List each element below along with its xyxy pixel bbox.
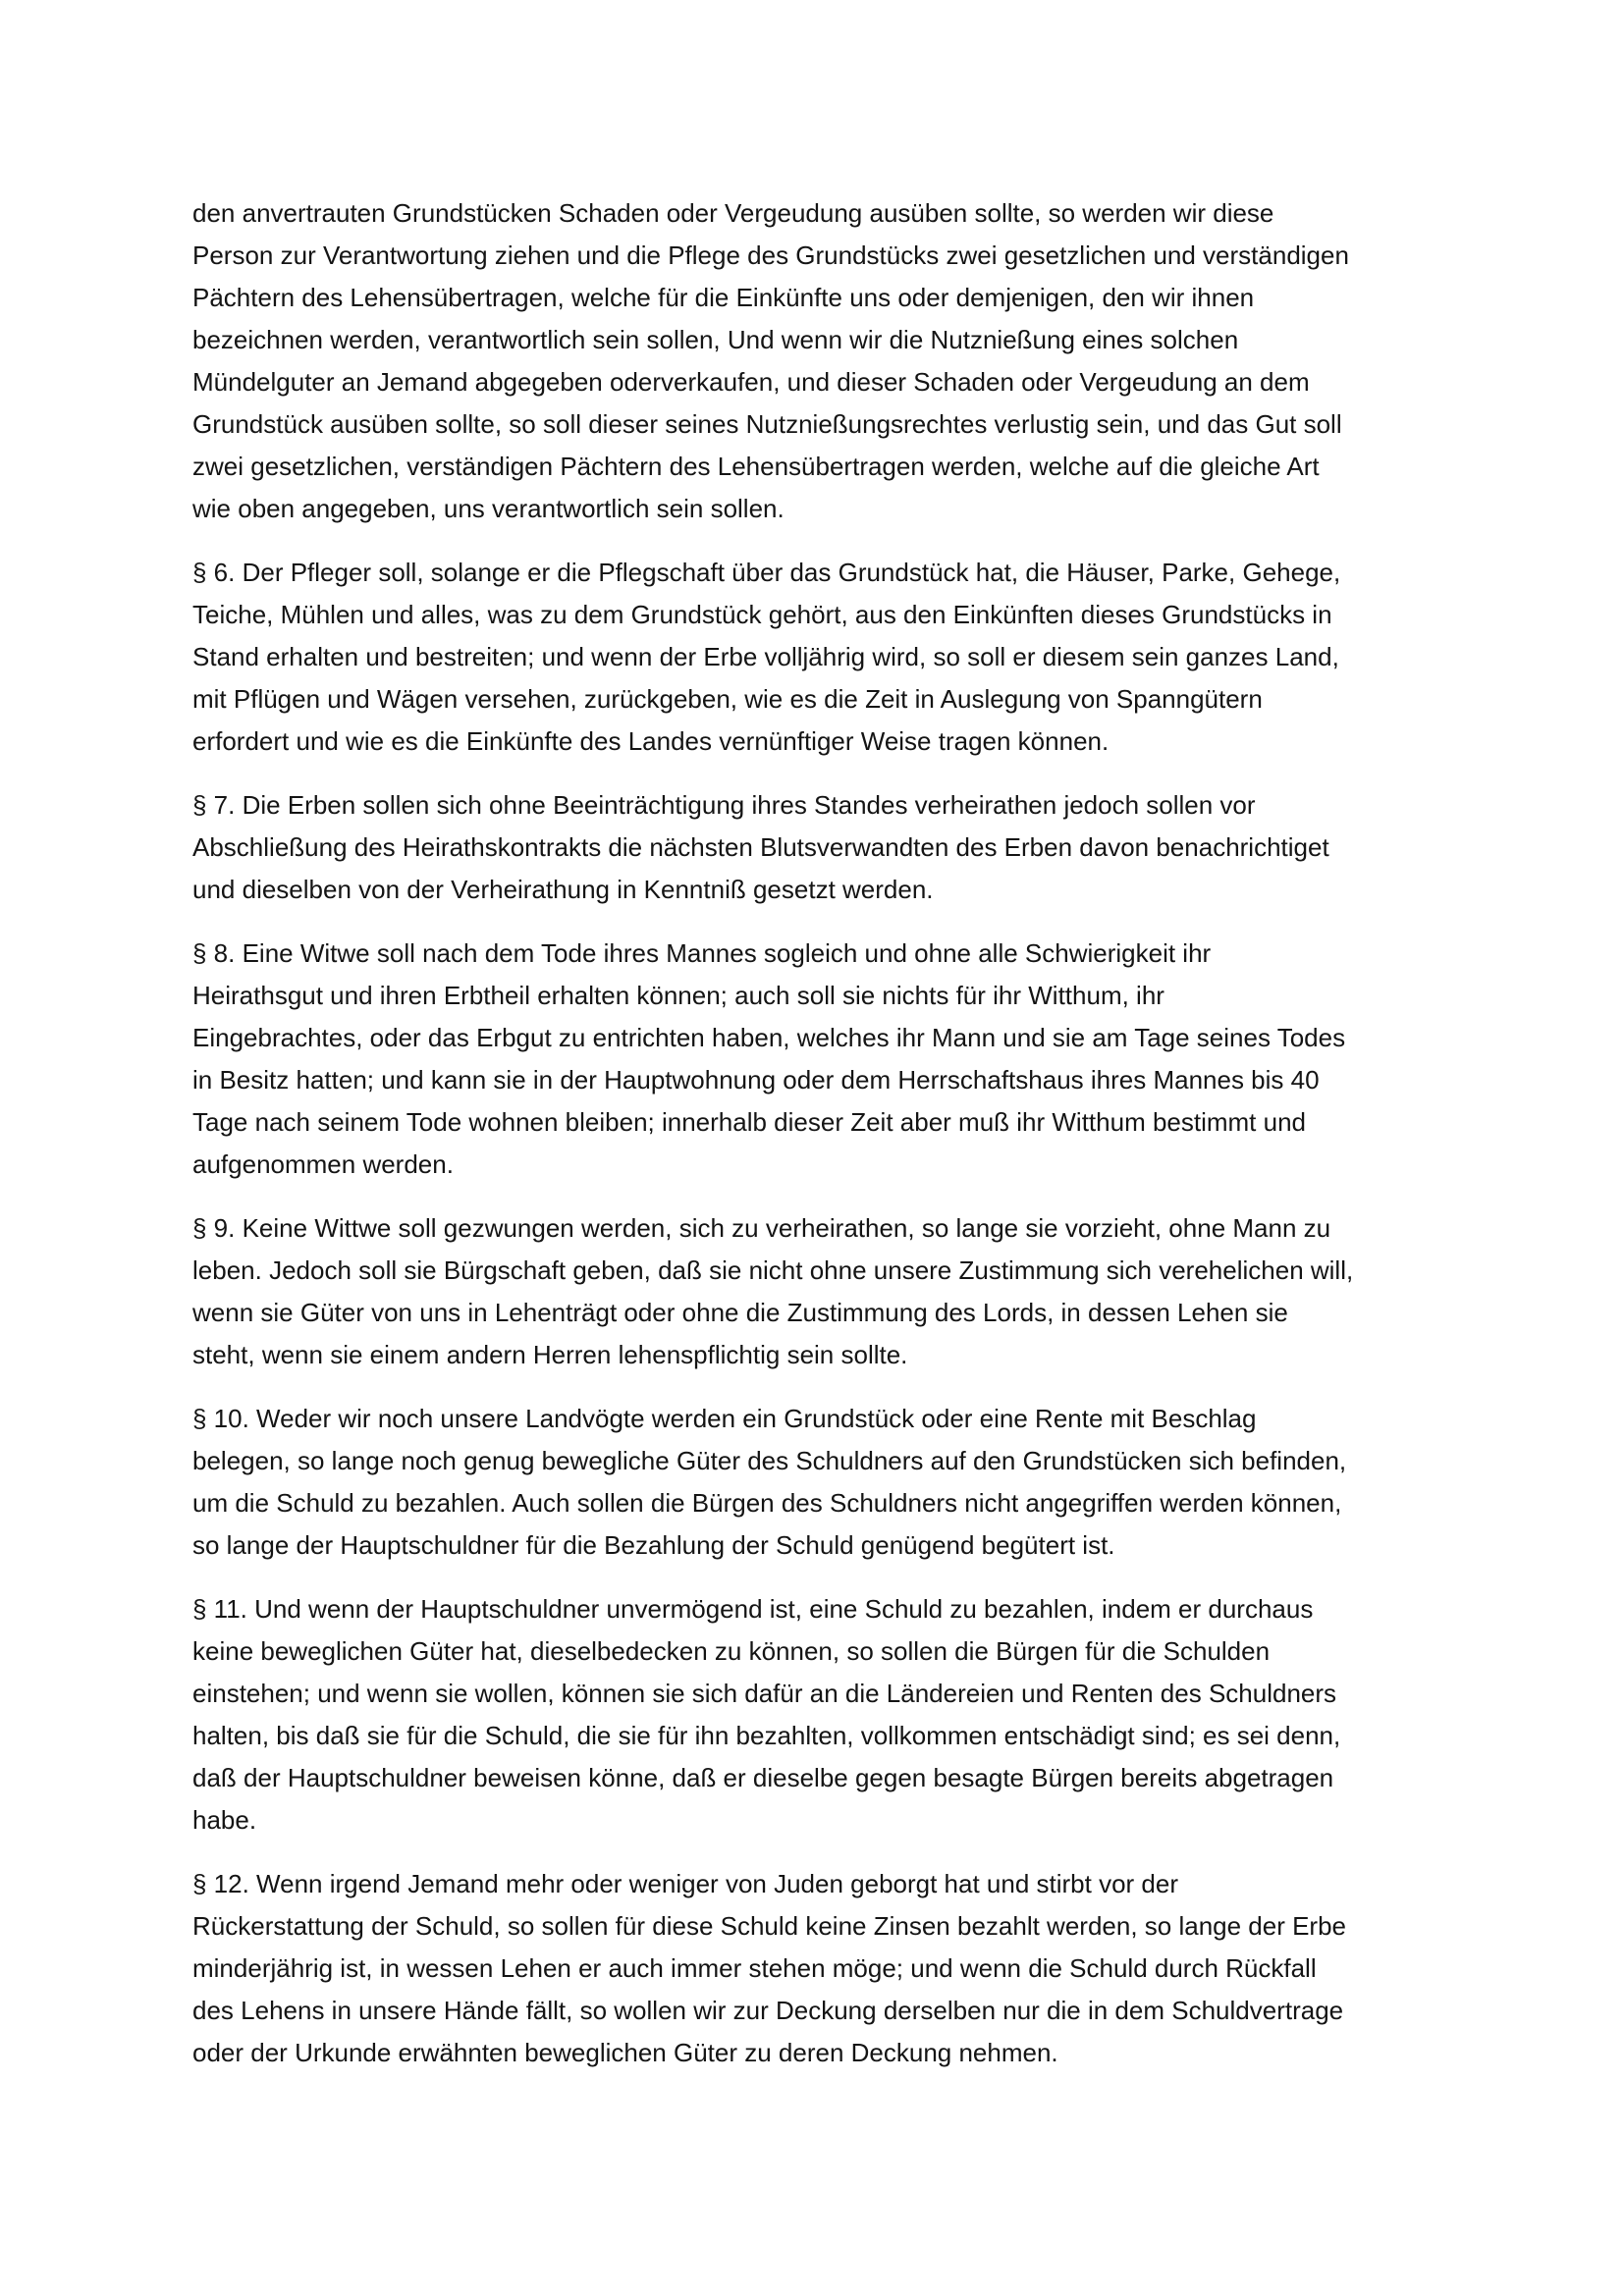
text-line: Person zur Verantwortung ziehen und die Pflege des Grundstücks zwei gesetzlichen und verständigen (192, 240, 1349, 270)
text-line: Tage nach seinem Tode wohnen bleiben; innerhalb dieser Zeit aber muß ihr Witthum bestimmt und (192, 1107, 1307, 1137)
paragraph-continuation (192, 192, 1459, 530)
text-line: § 6. Der Pfleger soll, solange er die Pflegschaft über das Grundstück hat, die Häuser, Parke, Gehege, (192, 558, 1341, 587)
text-line: Abschließung des Heirathskontrakts die nächsten Blutsverwandten des Erben davon benachrichtiget (192, 832, 1329, 862)
text-line: bezeichnen werden, verantwortlich sein sollen, Und wenn wir die Nutznießung eines solchen (192, 325, 1239, 354)
text-line: steht, wenn sie einem andern Herren lehenspflichtig sein sollte. (192, 1340, 908, 1369)
text-line: Rückerstattung der Schuld, so sollen für diese Schuld keine Zinsen bezahlt werden, so lange der Erbe (192, 1911, 1347, 1941)
text-line: in Besitz hatten; und kann sie in der Hauptwohnung oder dem Herrschaftshaus ihres Mannes bis 40 (192, 1065, 1320, 1095)
text-line: Pächtern des Lehensübertragen, welche für die Einkünfte uns oder demjenigen, den wir ihnen (192, 283, 1255, 312)
text-line: oder der Urkunde erwähnten beweglichen Güter zu deren Deckung nehmen. (192, 2038, 1058, 2067)
text-line: § 7. Die Erben sollen sich ohne Beeinträchtigung ihres Standes verheirathen jedoch sollen vor (192, 790, 1256, 820)
text-line: § 9. Keine Wittwe soll gezwungen werden, sich zu verheirathen, so lange sie vorzieht, ohne Mann zu (192, 1213, 1331, 1243)
text-line: habe. (192, 1805, 257, 1835)
text-line: und dieselben von der Verheirathung in Kenntniß gesetzt werden. (192, 875, 934, 904)
text-line: den anvertrauten Grundstücken Schaden oder Vergeudung ausüben sollte, so werden wir diese (192, 198, 1274, 228)
text-line: § 10. Weder wir noch unsere Landvögte werden ein Grundstück oder eine Rente mit Beschlag (192, 1404, 1257, 1433)
text-line: keine beweglichen Güter hat, dieselbedecken zu können, so sollen die Bürgen für die Schulden (192, 1636, 1271, 1666)
text-line: zwei gesetzlichen, verständigen Pächtern des Lehensübertragen werden, welche auf die gleiche Art (192, 452, 1320, 481)
text-line: daß der Hauptschuldner beweisen könne, daß er dieselbe gegen besagte Bürgen bereits abgetragen (192, 1763, 1334, 1792)
paragraph-section-10 (192, 1398, 1459, 1567)
text-line: des Lehens in unsere Hände fällt, so wollen wir zur Deckung derselben nur die in dem Schuldvertrage (192, 1996, 1344, 2025)
text-line: wenn sie Güter von uns in Lehenträgt oder ohne die Zustimmung des Lords, in dessen Lehen sie (192, 1298, 1288, 1327)
paragraph-section-7 (192, 784, 1459, 911)
text-line: § 12. Wenn irgend Jemand mehr oder weniger von Juden geborgt hat und stirbt vor der (192, 1869, 1179, 1898)
text-line: aufgenommen werden. (192, 1149, 454, 1179)
text-line: § 8. Eine Witwe soll nach dem Tode ihres Mannes sogleich und ohne alle Schwierigkeit ihr (192, 938, 1212, 968)
paragraph-section-9 (192, 1207, 1459, 1376)
text-line: leben. Jedoch soll sie Bürgschaft geben, daß sie nicht ohne unsere Zustimmung sich verehelichen will, (192, 1255, 1354, 1285)
text-line: Grundstück ausüben sollte, so soll dieser seines Nutznießungsrechtes verlustig sein, und das Gut soll (192, 409, 1342, 439)
text-line: wie oben angegeben, uns verantwortlich sein sollen. (192, 494, 785, 523)
text-line: Eingebrachtes, oder das Erbgut zu entrichten haben, welches ihr Mann und sie am Tage seines Todes (192, 1023, 1346, 1052)
text-line: minderjährig ist, in wessen Lehen er auch immer stehen möge; und wenn die Schuld durch Rückfall (192, 1953, 1317, 1983)
paragraph-section-11 (192, 1588, 1459, 1842)
text-line: mit Pflügen und Wägen versehen, zurückgeben, wie es die Zeit in Auslegung von Spanngütern (192, 684, 1263, 714)
text-line: so lange der Hauptschuldner für die Bezahlung der Schuld genügend begütert ist. (192, 1530, 1115, 1560)
text-line: Heirathsgut und ihren Erbtheil erhalten können; auch soll sie nichts für ihr Witthum, ihr (192, 981, 1164, 1010)
paragraph-section-8 (192, 933, 1459, 1186)
text-line: § 11. Und wenn der Hauptschuldner unvermögend ist, eine Schuld zu bezahlen, indem er durchaus (192, 1594, 1314, 1624)
text-line: Stand erhalten und bestreiten; und wenn der Erbe volljährig wird, so soll er diesem sein ganzes Land, (192, 642, 1339, 671)
text-line: erfordert und wie es die Einkünfte des Landes vernünftiger Weise tragen können. (192, 726, 1110, 756)
paragraph-section-12 (192, 1863, 1459, 2074)
paragraph-section-6 (192, 552, 1459, 763)
text-line: einstehen; und wenn sie wollen, können sie sich dafür an die Ländereien und Renten des Schuldners (192, 1679, 1337, 1708)
text-line: halten, bis daß sie für die Schuld, die sie für ihn bezahlten, vollkommen entschädigt sind; es sei denn, (192, 1721, 1341, 1750)
text-line: Teiche, Mühlen und alles, was zu dem Grundstück gehört, aus den Einkünften dieses Grundstücks in (192, 600, 1332, 629)
text-line: belegen, so lange noch genug bewegliche Güter des Schuldners auf den Grundstücken sich befinden, (192, 1446, 1347, 1475)
document-page (192, 192, 1459, 2096)
text-line: Mündelguter an Jemand abgegeben oderverkaufen, und dieser Schaden oder Vergeudung an dem (192, 367, 1310, 397)
text-line: um die Schuld zu bezahlen. Auch sollen die Bürgen des Schuldners nicht angegriffen werden können, (192, 1488, 1342, 1518)
